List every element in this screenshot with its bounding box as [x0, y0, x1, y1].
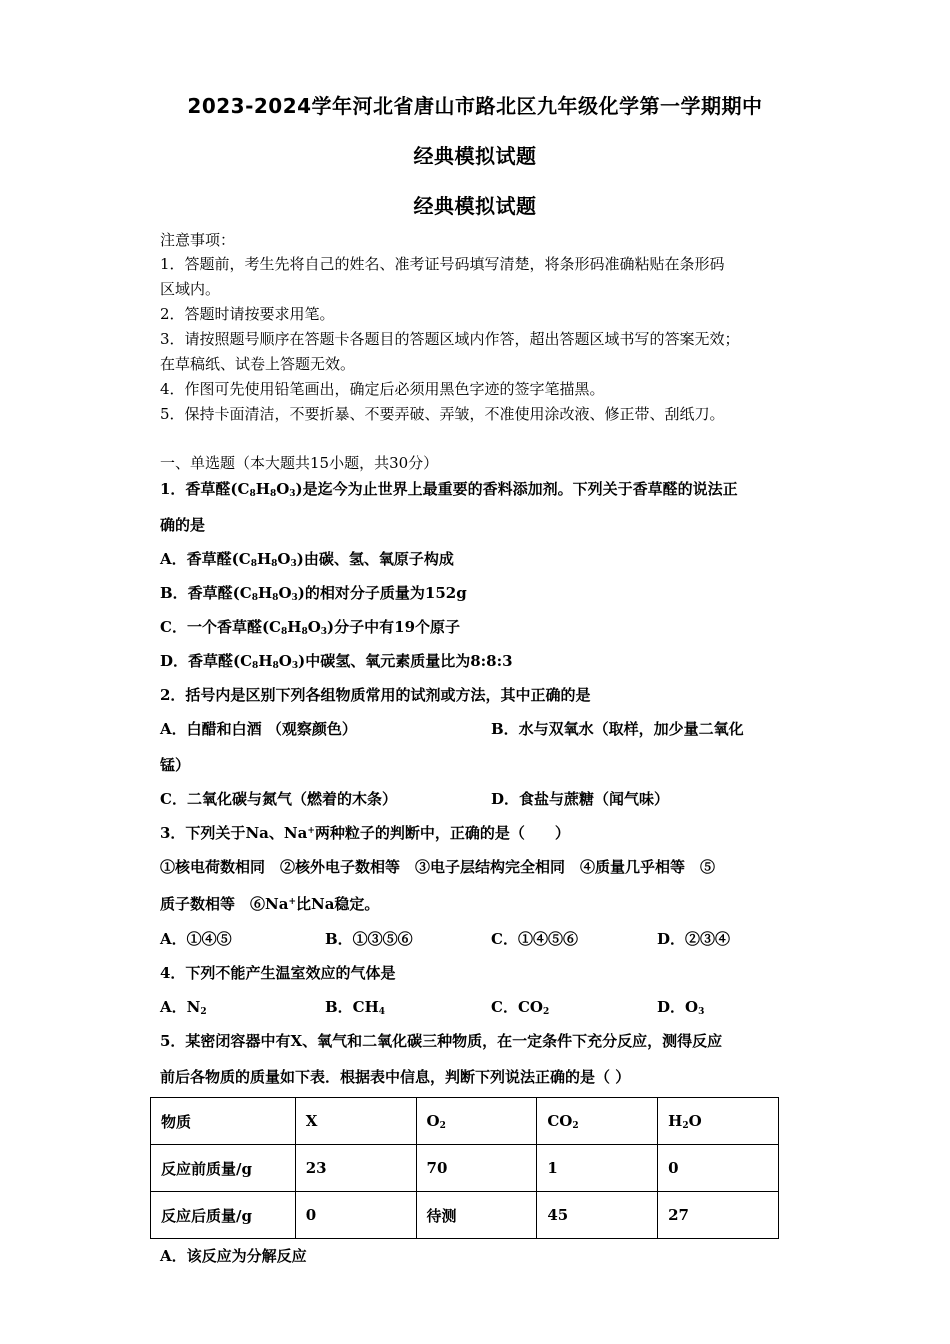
question-1-option-a: A．香草醛$(C_8H_8O_3)$由碳、氢、氧原子构成 [160, 550, 454, 569]
notice-item-1-cont: 区域内。 [160, 280, 221, 298]
question-1-stem: 1．香草醛$(C_8H_8O_3)$是迄今为止世界上最重要的香料添加剂。下列关于香草醛的说法正 [160, 480, 738, 499]
table-cell: 反应后质量/g [151, 1192, 296, 1239]
table-cell: 0 [295, 1192, 416, 1239]
notice-item-3-cont: 在草稿纸、试卷上答题无效。 [160, 355, 356, 373]
table-row [151, 1192, 779, 1239]
table-cell: 物质 [151, 1098, 296, 1145]
question-4-option-c: C．$CO_2$ [491, 998, 550, 1017]
question-2-option-a: A．白醋和白酒 （观察颜色） [160, 720, 357, 738]
question-1-stem-cont: 确的是 [160, 516, 206, 534]
table-cell: 0 [658, 1145, 779, 1192]
question-3-list: ①核电荷数相同 ②核外电子数相等 ③电子层结构完全相同 ④质量几乎相等 ⑤ [160, 858, 716, 876]
table-cell: X [295, 1098, 416, 1145]
notice-item-4: 4．作图可先使用铅笔画出，确定后必须用黑色字迹的签字笔描黑。 [160, 380, 605, 398]
question-1-option-c: C．一个香草醛$(C_8H_8O_3)$分子中有19个原子 [160, 618, 461, 637]
table-cell: 待测 [416, 1192, 537, 1239]
notice-heading: 注意事项： [160, 231, 236, 249]
question-2-option-d: D．食盐与蔗糖（闻气味） [491, 790, 670, 808]
question-3-stem: 3．下列关于Na、Na+两种粒子的判断中，正确的是（ ） [160, 824, 570, 842]
question-4-stem: 4．下列不能产生温室效应的气体是 [160, 964, 396, 982]
question-5-option-a: A．该反应为分解反应 [160, 1247, 307, 1265]
table-cell: $H_2O$ [658, 1098, 779, 1145]
question-2-stem: 2．括号内是区别下列各组物质常用的试剂或方法，其中正确的是 [160, 686, 591, 704]
question-5-stem: 5．某密闭容器中有X、氧气和二氧化碳三种物质，在一定条件下充分反应，测得反应 [160, 1032, 723, 1050]
table-cell: 反应前质量/g [151, 1145, 296, 1192]
question-3-option-d: D．②③④ [657, 930, 731, 948]
question-2-option-b-cont: 锰） [160, 756, 191, 774]
notice-item-2: 2．答题时请按要求用笔。 [160, 305, 335, 323]
question-4-option-d: D．$O_3$ [657, 998, 705, 1017]
notice-item-5: 5．保持卡面清洁，不要折暴、不要弄破、弄皱，不准使用涂改液、修正带、刮纸刀。 [160, 405, 725, 423]
question-1-option-d: D．香草醛$(C_8H_8O_3)$中碳氢、氧元素质量比为8:8:3 [160, 652, 513, 671]
notice-item-1: 1．答题前，考生先将自己的姓名、准考证号码填写清楚，将条形码准确粘贴在条形码 [160, 255, 725, 273]
question-3-option-a: A．①④⑤ [160, 930, 232, 948]
exam-title-line3: 经典模拟试题 [413, 194, 537, 218]
table-cell: 1 [537, 1145, 658, 1192]
question-3-option-b: B．①③⑤⑥ [325, 930, 413, 948]
question-3-option-c: C．①④⑤⑥ [491, 930, 578, 948]
question-2-option-b: B．水与双氧水（取样，加少量二氧化 [491, 720, 744, 738]
question-2-option-c: C．二氧化碳与氮气（燃着的木条） [160, 790, 397, 808]
mass-table [150, 1097, 779, 1239]
question-4-option-b: B．$CH_4$ [325, 998, 386, 1017]
table-header-row [151, 1098, 779, 1145]
exam-title-line2: 经典模拟试题 [413, 144, 537, 168]
exam-title-line1: 2023-2024学年河北省唐山市路北区九年级化学第一学期期中 [187, 94, 763, 118]
table-cell: $O_2$ [416, 1098, 537, 1145]
notice-item-3: 3．请按照题号顺序在答题卡各题目的答题区域内作答，超出答题区域书写的答案无效； [160, 330, 740, 348]
table-cell: 27 [658, 1192, 779, 1239]
table-cell: $CO_2$ [537, 1098, 658, 1145]
table-row [151, 1145, 779, 1192]
table-cell: 23 [295, 1145, 416, 1192]
table-cell: 70 [416, 1145, 537, 1192]
question-5-stem-cont: 前后各物质的质量如下表．根据表中信息，判断下列说法正确的是（ ） [160, 1068, 631, 1086]
question-4-option-a: A．$N_2$ [160, 998, 207, 1017]
question-1-option-b: B．香草醛$(C_8H_8O_3)$的相对分子质量为152g [160, 584, 467, 603]
table-cell: 45 [537, 1192, 658, 1239]
question-3-list-cont: 质子数相等 ⑥Na+比Na稳定。 [160, 895, 380, 913]
section-heading: 一、单选题（本大题共15小题，共30分） [160, 454, 439, 472]
